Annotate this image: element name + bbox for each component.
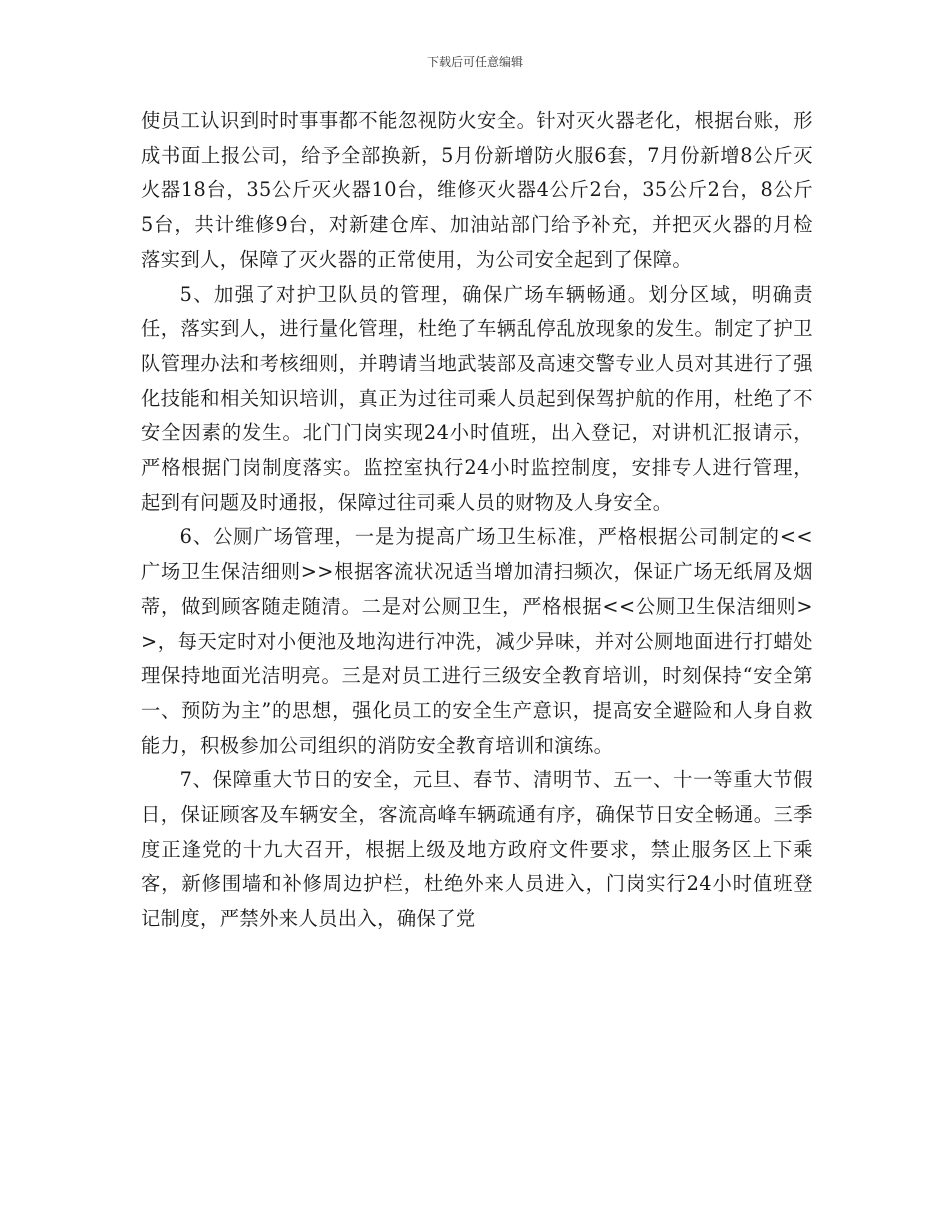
paragraph-fire-safety: 使员工认识到时时事事都不能忽视防火安全。针对灭火器老化，根据台账，形成书面上报公司，给予全部换新，5月份新增防火服6套，7月份新增8公斤灭火器18台，35公斤灭火器10台，维修灭火器4公斤2台，35公斤2台，8公斤5台，共计维修9台，对新建仓库、加油站部门给予补充，并把灭火器的月检落实到人，保障了灭火器的正常使用，为公司安全起到了保障。 — [141, 109, 813, 271]
document-body — [141, 104, 813, 937]
paragraph-holiday-safety: 7、保障重大节日的安全，元旦、春节、清明节、五一、十一等重大节假日，保证顾客及车辆安全，客流高峰车辆疏通有序，确保节日安全畅通。三季度正逢党的十九大召开，根据上级及地方政府文件要求，禁止服务区上下乘客，新修围墙和补修周边护栏，杜绝外来人员进入，门岗实行24小时值班登记制度，严禁外来人员出入，确保了党 — [141, 768, 813, 931]
paragraph-toilet-plaza: 6、公厕广场管理，一是为提高广场卫生标准，严格根据公司制定的<<广场卫生保洁细则>>根据客流状况适当增加清扫频次，保证广场无纸屑及烟蒂，做到顾客随走随清。二是对公厕卫生，严格根据<<公厕卫生保洁细则>>，每天定时对小便池及地沟进行冲洗，减少异味，并对公厕地面进行打蜡处理保持地面光洁明亮。三是对员工进行三级安全教育培训，时刻保持“安全第一、预防为主”的思想，强化员工的安全生产意识，提高安全避险和人身自救能力，积极参加公司组织的消防安全教育培训和演练。 — [141, 525, 813, 757]
page-header: 下载后可任意编辑 — [426, 55, 523, 69]
paragraph-guard-management: 5、加强了对护卫队员的管理，确保广场车辆畅通。划分区域，明确责任，落实到人，进行量化管理，杜绝了车辆乱停乱放现象的发生。制定了护卫队管理办法和考核细则，并聘请当地武装部及高速交警专业人员对其进行了强化技能和相关知识培训，真正为过往司乘人员起到保驾护航的作用，杜绝了不安全因素的发生。北门门岗实现24小时值班，出入登记，对讲机汇报请示，严格根据门岗制度落实。监控室执行24小时监控制度，安排专人进行管理，起到有问题及时通报，保障过往司乘人员的财物及人身安全。 — [141, 282, 813, 514]
